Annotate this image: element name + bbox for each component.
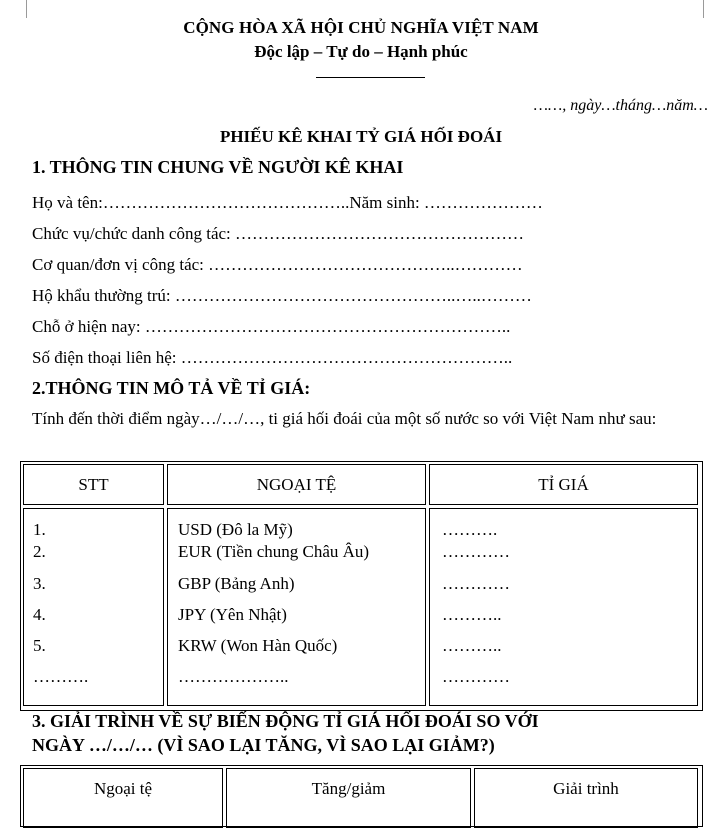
dateline: ……, ngày…tháng…năm… bbox=[533, 97, 708, 114]
rate-row-1-rate: ………. bbox=[442, 520, 498, 539]
rate-row-6-stt: ………. bbox=[33, 667, 89, 686]
rate-row-6-currency: ……………….. bbox=[178, 667, 289, 686]
rate-row-5-rate: ……….. bbox=[442, 636, 502, 655]
document-title: PHIẾU KÊ KHAI TỶ GIÁ HỐI ĐOÁI bbox=[219, 127, 503, 146]
rate-row-2-currency: EUR (Tiền chung Châu Âu) bbox=[178, 542, 370, 561]
section1-heading: 1. THÔNG TIN CHUNG VỀ NGƯỜI KÊ KHAI bbox=[32, 157, 404, 177]
rate-row-3-stt: 3. bbox=[33, 574, 46, 593]
explanation-header-explanation: Giải trình bbox=[553, 779, 619, 798]
rate-row-2-stt: 2. bbox=[33, 542, 46, 561]
rate-header-stt: STT bbox=[78, 475, 109, 494]
section2-intro: Tính đến thời điểm ngày…/…/…, ti giá hối đoái của một số nước so với Việt Nam như sau: bbox=[32, 409, 657, 428]
motto-underline bbox=[316, 77, 425, 78]
field-position: Chức vụ/chức danh công tác: …………………………………………… bbox=[32, 224, 525, 243]
crop-mark-left bbox=[26, 0, 27, 18]
field-phone: Số điện thoại liên hệ: ………………………………………………….. bbox=[32, 348, 513, 367]
rate-header-rate: TỈ GIÁ bbox=[538, 475, 589, 494]
republic-heading: CỘNG HÒA XÃ HỘI CHỦ NGHĨA VIỆT NAM bbox=[183, 18, 539, 37]
section2-heading: 2.THÔNG TIN MÔ TẢ VỀ TỈ GIÁ: bbox=[32, 378, 311, 398]
motto-heading: Độc lập – Tự do – Hạnh phúc bbox=[254, 42, 468, 61]
explanation-header-change: Tăng/giảm bbox=[311, 779, 386, 798]
rate-row-5-currency: KRW (Won Hàn Quốc) bbox=[178, 636, 338, 655]
rate-row-3-currency: GBP (Bảng Anh) bbox=[178, 574, 295, 593]
rate-row-2-rate: ………… bbox=[442, 542, 510, 561]
rate-row-3-rate: ………… bbox=[442, 574, 510, 593]
rate-row-4-rate: ……….. bbox=[442, 605, 502, 624]
explanation-header-currency: Ngoại tệ bbox=[93, 779, 153, 798]
rate-row-6-rate: ………… bbox=[442, 667, 510, 686]
section3-heading-line1: 3. GIẢI TRÌNH VỀ SỰ BIẾN ĐỘNG TỈ GIÁ HỐI ĐOÁI SO VỚI bbox=[32, 711, 539, 731]
rate-row-1-currency: USD (Đô la Mỹ) bbox=[178, 520, 293, 539]
rate-row-5-stt: 5. bbox=[33, 636, 46, 655]
field-organization: Cơ quan/đơn vị công tác: ……………………………………..………… bbox=[32, 255, 523, 274]
rate-row-1-stt: 1. bbox=[33, 520, 46, 539]
rate-header-currency: NGOẠI TỆ bbox=[256, 475, 337, 494]
field-name: Họ và tên:……………………………………..Năm sinh: ………………… bbox=[32, 193, 543, 212]
rate-row-4-currency: JPY (Yên Nhật) bbox=[178, 605, 287, 624]
rate-row-4-stt: 4. bbox=[33, 605, 46, 624]
field-residence: Hộ khẩu thường trú: …………………………………………..…..……… bbox=[32, 286, 532, 305]
field-current-address: Chỗ ở hiện nay: ……………………………………………………….. bbox=[32, 317, 511, 336]
crop-mark-right bbox=[703, 0, 704, 18]
section3-heading-line2: NGÀY …/…/… (VÌ SAO LẠI TĂNG, VÌ SAO LẠI GIẢM?) bbox=[32, 735, 495, 755]
